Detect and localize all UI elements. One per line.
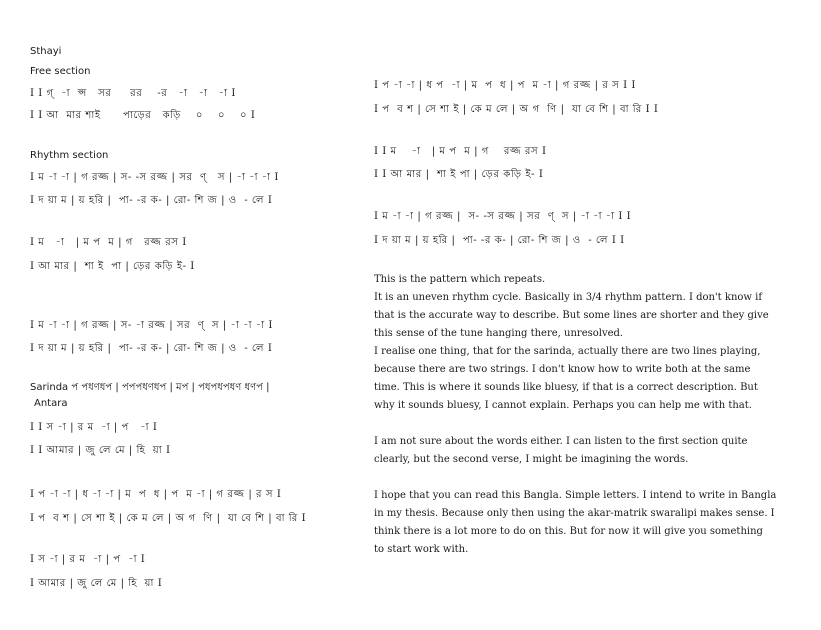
bangla-paragraph: I hope that you can read this Bangla. Simple letters. I intend to write in Bangla in my thesis. Because only then using the akar-matrik swaralipi makes sense. I think there is a lot more to do on this. But for now it will give you something to start work with. [374, 490, 777, 555]
rhythm-section-label: Rhythm section [30, 150, 109, 161]
lyric-line: I দ য়া ম | য় হরি | পা- -র ক- | রো- শি জ | ও - লে I I [374, 235, 625, 246]
free-section-label: Free section [30, 66, 91, 77]
lyric-line: I প ব শ | সে শা ই | কে ম লে | অ গ ণি | যা বে শি | বা রি I [30, 513, 307, 524]
words-paragraph: I am not sure about the words either. I can listen to the first section quite clearly, but the second verse, I might be imagining the words. [374, 436, 748, 465]
notation-line: I ম -া -া | গ রজ্জ | স- -া রজ্জ | সর ণ্ স | -া -া -া I [30, 320, 273, 331]
notation-line: I প -া -া | ধ -া -া | ম প ধ | প ম -া | গ রজ্জ | র স I [30, 489, 282, 500]
notation-line: I স -া | র ম -া | প -া I [30, 554, 146, 565]
lyric-line: I I আমার | জু লে মে | হি য়া I [30, 445, 171, 456]
explanation-paragraph: This is the pattern which repeats. It is an uneven rhythm cycle. Basically in 3/4 rhythm pattern. I don't know if that is the accurate way to describe. But some lines are shorter and they give this sense of the tune hanging there, unresolved. I realise one thing, that for the sarinda, actually there are two lines playing, because there are two strings. I don't know how to write both at the same time. This is where it sounds like bluesy, if that is a correct description. But why it sounds bluesy, I cannot explain. Perhaps you can help me with that. [374, 274, 769, 411]
notation-line: I প -া -া | ধ প -া | ম প ধ | প ম -া | গ রজ্জ | র স I I [374, 80, 636, 91]
lyric-line: I দ য়া ম | য় হরি | পা- -র ক- | রো- শি জ | ও - লে I [30, 195, 273, 206]
antara-label: Antara [34, 398, 68, 409]
notation-line: I ম -া | ম প ম | গ রজ্জ রস I [30, 237, 187, 248]
notation-line: I I গ্ -া প্স সর রর -র -া -া -া I [30, 88, 236, 99]
lyric-line: I দ য়া ম | য় হরি | পা- -র ক- | রো- শি জ | ও - লে I [30, 343, 273, 354]
notation-line: I ম -া -া | গ রজ্জ | স- -স রজ্জ | সর ণ্ স | -া -া -া I I [374, 211, 632, 222]
lyric-line: I আ মার | শা ই পা | ড়ের কড়ি ই- I [30, 261, 195, 272]
sthayi-label: Sthayi [30, 46, 62, 57]
lyric-line: I প ব শ | সে শা ই | কে ম লে | অ গ ণি | যা বে শি | বা রি I I [374, 104, 659, 115]
notation-line: I I স -া | র ম -া | প -া I [30, 422, 158, 433]
lyric-line: I I আ মার | শা ই পা | ড়ের কড়ি ই- I [374, 169, 544, 180]
notation-line: I ম -া -া | গ রজ্জ | স- -স রজ্জ | সর ণ্ স | -া -া -া I [30, 172, 279, 183]
sarinda-line: Sarinda প পধণধপ | পপপধণধপ | মপ | পধপধপধণ ধণপ | [30, 382, 270, 393]
notation-line: I I ম -া | ম প ম | গ রজ্জ রস I [374, 146, 547, 157]
lyric-line: I I আ মার শাই পাড়ের কড়ি ০ ০ ০ I [30, 110, 256, 121]
lyric-line: I আমার | জু লে মে | হি য়া I [30, 578, 163, 589]
